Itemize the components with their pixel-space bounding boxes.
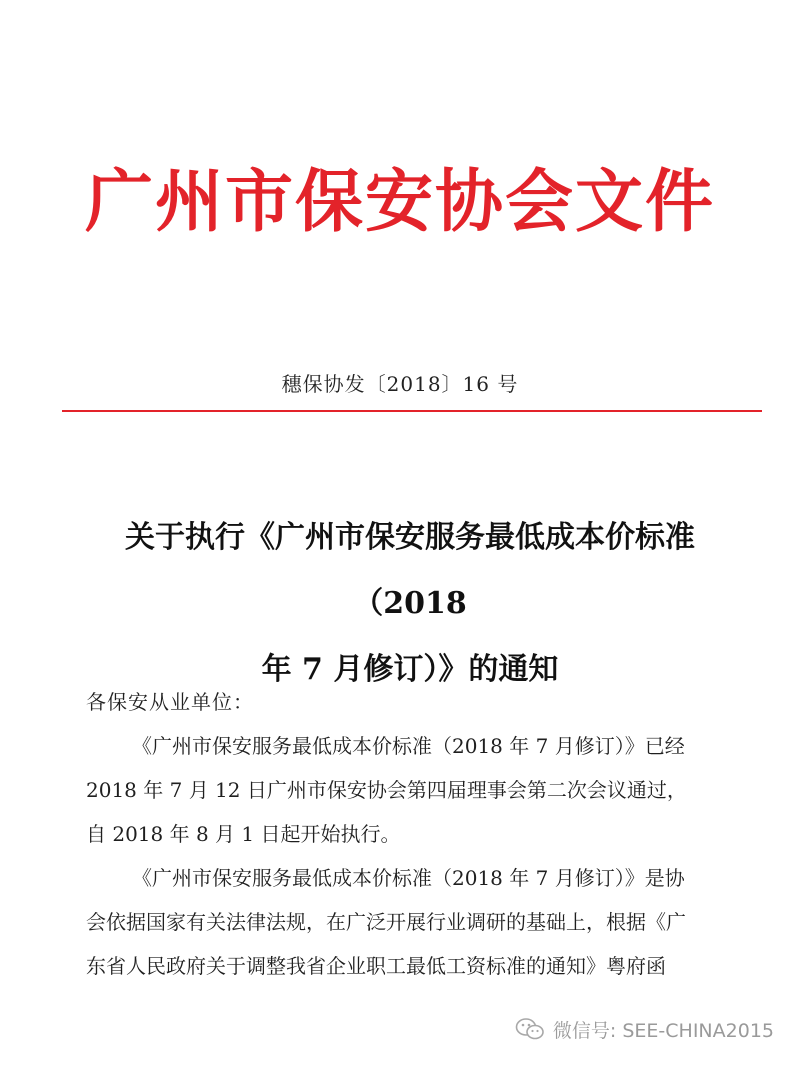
paragraph-2-line-1: 《广州市保安服务最低成本价标准（2018 年 7 月修订）》是协 [132, 866, 685, 890]
notice-title [70, 505, 750, 703]
wechat-icon [515, 1017, 545, 1041]
paragraph-2 [86, 856, 746, 988]
watermark-text: 微信号: SEE-CHINA2015 [552, 1019, 774, 1042]
paragraph-1-line-3: 自 2018 年 8 月 1 日起开始执行。 [86, 822, 401, 846]
notice-title-line-1: 关于执行《广州市保安服务最低成本价标准（2018 [125, 520, 695, 621]
red-divider [62, 410, 762, 412]
document-number: 穗保协发〔2018〕16 号 [281, 372, 519, 396]
notice-title-line-2: 年 7 月修订）》的通知 [261, 652, 559, 687]
paragraph-2-line-2: 会依据国家有关法律法规，在广泛开展行业调研的基础上，根据《广 [86, 910, 686, 934]
paragraph-1 [86, 724, 746, 856]
wechat-watermark [515, 1014, 774, 1044]
paragraph-1-line-1: 《广州市保安服务最低成本价标准（2018 年 7 月修订）》已经 [132, 734, 685, 758]
paragraph-1-line-2: 2018 年 7 月 12 日广州市保安协会第四届理事会第二次会议通过， [86, 778, 687, 802]
paragraph-2-line-3: 东省人民政府关于调整我省企业职工最低工资标准的通知》粤府函 [86, 954, 666, 978]
salutation: 各保安从业单位： [86, 690, 254, 714]
notice-body [86, 680, 746, 988]
org-header-title: 广州市保安协会文件 [84, 162, 715, 242]
